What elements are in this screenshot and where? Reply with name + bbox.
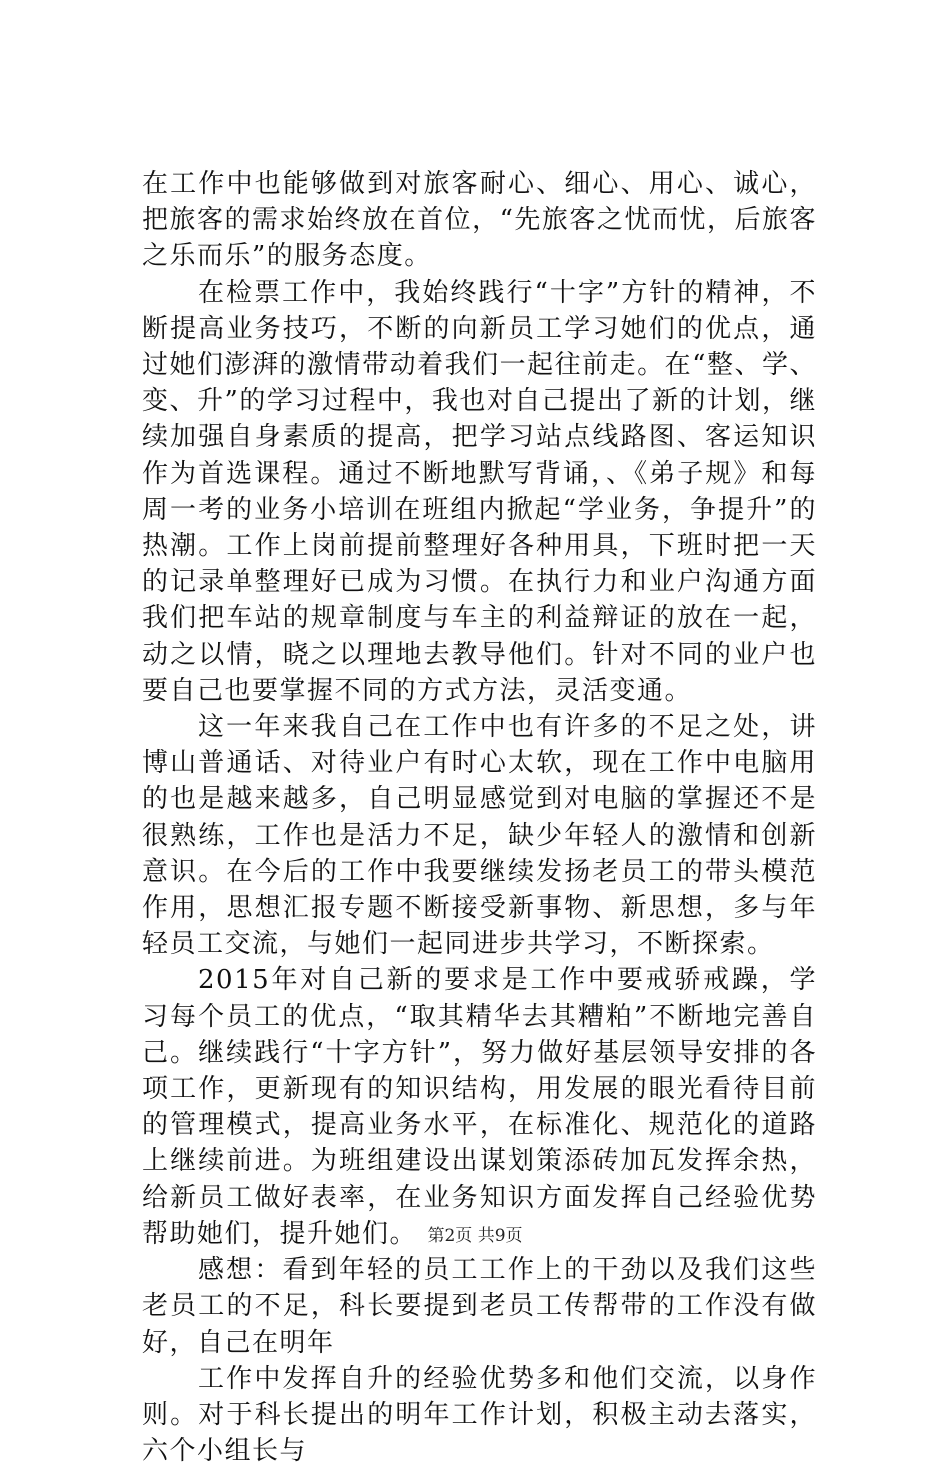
- paragraph-thoughts: 感想：看到年轻的员工工作上的干劲以及我们这些老员工的不足，科长要提到老员工传帮带的工作没有做好，自己在明年: [142, 1255, 817, 1358]
- paragraph-next-year: 工作中发挥自升的经验优势多和他们交流，以身作则。对于科长提出的明年工作计划，积极主动去落实，六个小组长与: [142, 1363, 817, 1467]
- page-number: 第2页 共9页: [427, 1226, 523, 1246]
- paragraph-continuation: 在工作中也能够做到对旅客耐心、细心、用心、诚心，把旅客的需求始终放在首位，“先旅客之忧而忧，后旅客之乐而乐”的服务态度。: [142, 169, 817, 272]
- paragraph-shortcomings: 这一年来我自己在工作中也有许多的不足之处，讲博山普通话、对待业户有时心太软，现在工作中电脑用的也是越来越多，自己明显感觉到对电脑的掌握还不是很熟练，工作也是活力不足，缺少年轻人的激情和创新意识。在今后的工作中我要继续发扬老员工的带头模范作用，思想汇报专题不断接受新事物、新思想，多与年轻员工交流，与她们一起同进步共学习，不断探索。: [142, 712, 817, 960]
- paragraph-ticket-work: 在检票工作中，我始终践行“十字”方针的精神，不断提高业务技巧，不断的向新员工学习她们的优点，通过她们澎湃的激情带动着我们一起往前走。在“整、学、变、升”的学习过程中，我也对自己提出了新的计划，继续加强自身素质的提高，把学习站点线路图、客运知识作为首选课程。通过不断地默写背诵，、《弟子规》和每周一考的业务小培训在班组内掀起“学业务，争提升”的热潮。工作上岗前提前整理好各种用具，下班时把一天的记录单整理好已成为习惯。在执行力和业户沟通方面我们把车站的规章制度与车主的利益辩证的放在一起，动之以情，晓之以理地去教导他们。针对不同的业户也要自己也要掌握不同的方式方法，灵活变通。: [142, 277, 817, 706]
- body-text: [142, 166, 817, 1469]
- paragraph-2015-goals: 2015年对自己新的要求是工作中要戒骄戒躁，学习每个员工的优点，“取其精华去其糟粕”不断地完善自己。继续践行“十字方针”，努力做好基层领导安排的各项工作，更新现有的知识结构，用发展的眼光看待目前的管理模式，提高业务水平，在标准化、规范化的道路上继续前进。为班组建设出谋划策添砖加瓦发挥余热，给新员工做好表率，在业务知识方面发挥自己经验优势帮助她们，提升她们。: [142, 965, 817, 1249]
